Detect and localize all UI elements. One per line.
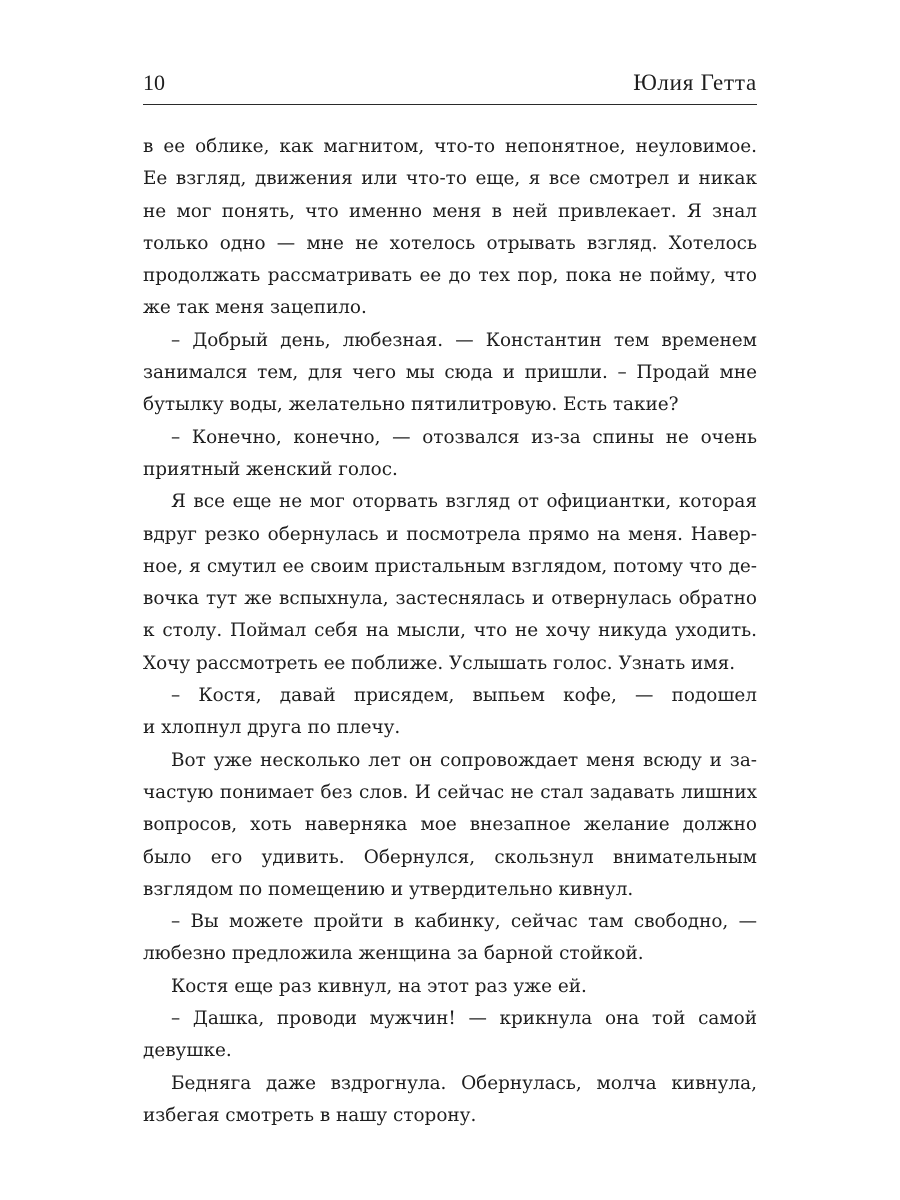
text-line: Вот уже несколько лет он сопровождает меня всюду и за- — [171, 749, 757, 771]
text-line: Я все еще не мог оторвать взгляд от официантки, которая — [171, 491, 757, 513]
text-line: – Костя, давай присядем, выпьем кофе, — подошел — [171, 685, 757, 707]
text-line: бутылку воды, желательно пятилитровую. Есть такие? — [143, 394, 679, 416]
text-line: взглядом по помещению и утвердительно кивнул. — [143, 878, 634, 900]
text-line: частую понимает без слов. И сейчас не стал задавать лишних — [143, 781, 757, 803]
text-line: продолжать рассматривать ее до тех пор, пока не пойму, что — [143, 265, 757, 287]
text-line: вопросов, хоть наверняка мое внезапное желание должно — [143, 814, 757, 836]
text-line: в ее облике, как магнитом, что-то непонятное, неуловимое. — [143, 136, 757, 157]
text-line: – Вы можете пройти в кабинку, сейчас там свободно, — — [171, 911, 757, 933]
text-line: – Дашка, проводи мужчин! — крикнула она той самой — [171, 1008, 757, 1030]
text-line: избегая смотреть в нашу сторону. — [143, 1104, 477, 1126]
text-line: занимался тем, для чего мы сюда и пришли. – Продай мне — [143, 362, 757, 384]
text-line: любезно предложила женщина за барной стойкой. — [143, 943, 644, 965]
text-line: не мог понять, что именно меня в ней привлекает. Я знал — [143, 200, 757, 222]
text-line: Ее взгляд, движения или что-то еще, я все смотрел и никак — [143, 168, 757, 190]
running-head-author: Юлия Гетта — [633, 70, 757, 95]
text-line: ное, я смутил ее своим пристальным взглядом, потому что де- — [143, 555, 757, 577]
text-line: же так меня зацепило. — [143, 297, 367, 319]
text-line: к столу. Поймал себя на мысли, что не хочу никуда уходить. — [143, 620, 757, 642]
text-line: Бедняга даже вздрогнула. Обернулась, молча кивнула, — [171, 1072, 757, 1094]
text-line: вочка тут же вспыхнула, застеснялась и отвернулась обратно — [143, 588, 757, 610]
text-line: и хлопнул друга по плечу. — [143, 717, 401, 739]
text-line: вдруг резко обернулась и посмотрела прямо на меня. Навер- — [143, 523, 757, 545]
text-line: Хочу рассмотреть ее поближе. Услышать голос. Узнать имя. — [143, 652, 736, 674]
running-header — [143, 62, 757, 102]
header-rule — [143, 104, 757, 105]
text-line: – Конечно, конечно, — отозвался из-за спины не очень — [171, 426, 757, 448]
text-line: Костя еще раз кивнул, на этот раз уже ей. — [171, 975, 587, 997]
body-text — [143, 131, 757, 1132]
text-line: приятный женский голос. — [143, 458, 398, 480]
text-line: только одно — мне не хотелось отрывать взгляд. Хотелось — [143, 232, 757, 254]
page-number: 10 — [143, 70, 165, 95]
text-line: – Добрый день, любезная. — Константин тем временем — [171, 329, 757, 351]
text-line: девушке. — [143, 1040, 232, 1062]
text-line: было его удивить. Обернулся, скользнул внимательным — [143, 846, 757, 868]
